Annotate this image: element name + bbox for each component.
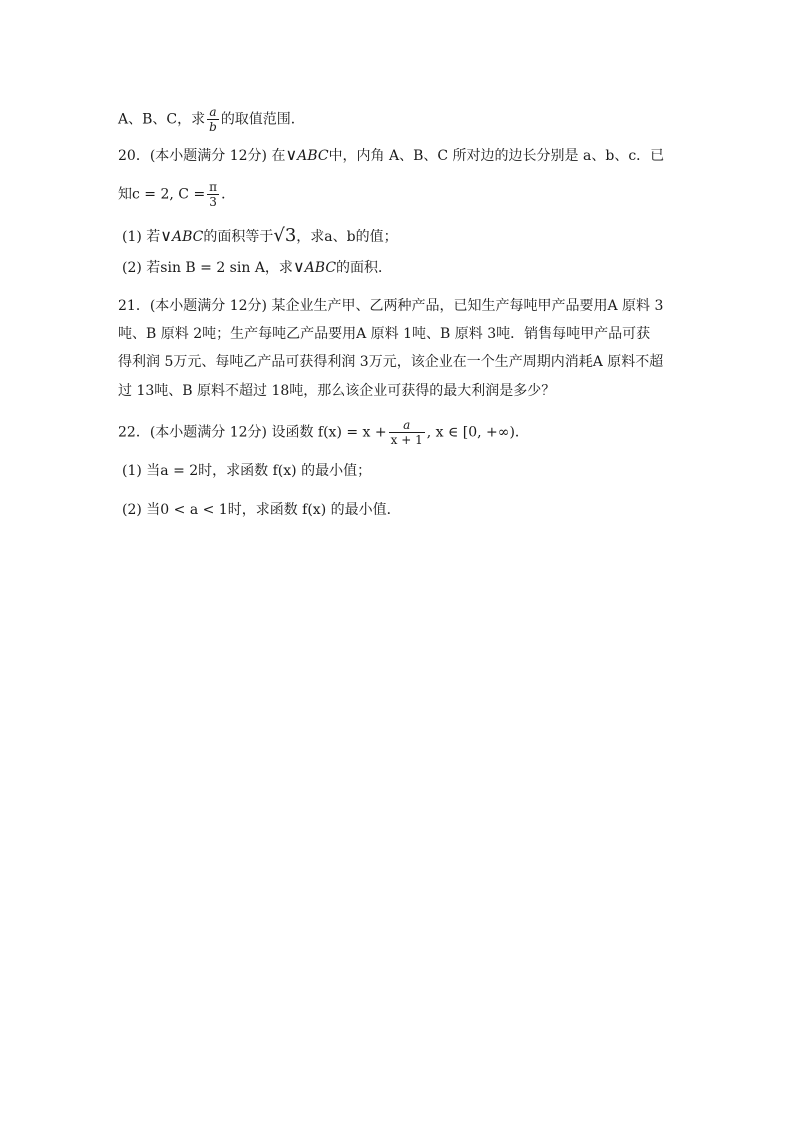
- q22-line-1: 22．(本小题满分 12分) 设函数 f(x) = x + $\frac{a}{x + 1}$ , x ∈ [0, +∞)．: [118, 418, 529, 447]
- sqrt-three: √3: [273, 225, 297, 246]
- q22-sub-1: (1) 当a = 2时，求函数 f(x) 的最小值；: [122, 463, 372, 479]
- q22-sub-2: (2) 当0 < a < 1时，求函数 f(x) 的最小值．: [122, 502, 401, 518]
- q20-line-2: 知c = 2, C = $\frac{\pi}{3}$ ．: [118, 180, 236, 209]
- triangle-icon: ∨: [160, 226, 172, 245]
- q20-sub-2: (2) 若sin B = 2 sin A，求∨ABC的面积．: [122, 257, 393, 276]
- q21-line-2: 吨、B 原料 2吨；生产每吨乙产品要用A 原料 1吨、B 原料 3吨．销售每吨甲产品可获: [118, 326, 651, 342]
- q20-line-1: 20．(本小题满分 12分) 在∨ABC中，内角 A、B、C 所对边的边长分别是 a、b、c．已: [118, 145, 665, 164]
- q19-tail-line: A、B、C，求 $\frac{a}{b}$ 的取值范围．: [118, 105, 305, 134]
- q21-line-4: 过 13吨、B 原料不超过 18吨，那么该企业可获得的最大利润是多少？: [118, 383, 556, 399]
- q20-sub-1: (1) 若∨ABC的面积等于√3，求a、b的值；: [122, 225, 398, 246]
- q21-line-3: 得利润 5万元、每吨乙产品可获得利润 3万元，该企业在一个生产周期内消耗A 原料不超: [118, 354, 664, 370]
- fraction-a-over-x-plus-1: $\frac{a}{x + 1}$: [390, 418, 423, 447]
- fraction-pi-over-3: $\frac{\pi}{3}$: [209, 180, 218, 209]
- fraction-a-over-b: $\frac{a}{b}$: [209, 105, 217, 134]
- triangle-icon: ∨: [292, 257, 305, 276]
- q21-line-1: 21．(本小题满分 12分) 某企业生产甲、乙两种产品，已知生产每吨甲产品要用A 原料 3: [118, 298, 664, 314]
- triangle-icon: ∨: [285, 145, 298, 164]
